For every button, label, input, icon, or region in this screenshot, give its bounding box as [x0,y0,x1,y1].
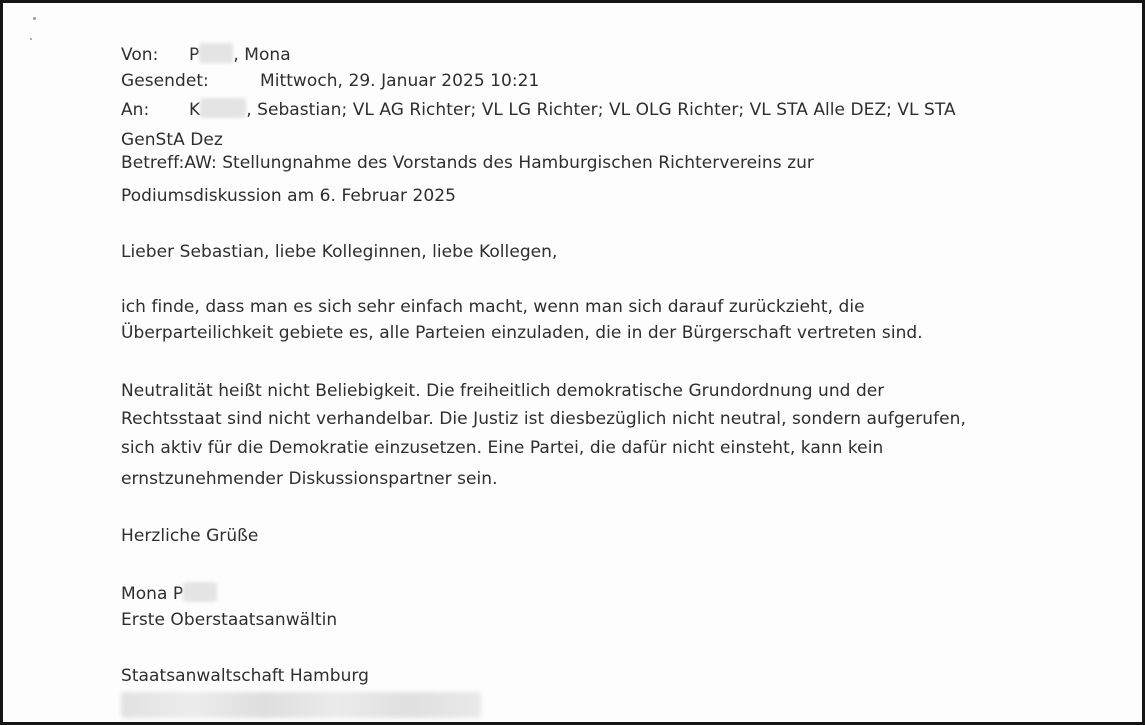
greeting: Lieber Sebastian, liebe Kolleginnen, liebe Kollegen, [121,242,558,262]
scan-speck [30,38,32,40]
signature-name [121,582,217,605]
redaction-block [121,692,481,718]
sent-value: Mittwoch, 29. Januar 2025 10:21 [260,71,540,91]
to-line [121,98,956,121]
redaction-block [183,582,217,602]
redaction-block [199,43,233,63]
to-recipients: , Sebastian; VL AG Richter; VL LG Richter; VL OLG Richter; VL STA Alle DEZ; VL STA [246,100,956,120]
closing: Herzliche Grüße [121,526,259,546]
paragraph-2-line-3: sich aktiv für die Demokratie einzusetzen. Eine Partei, die dafür nicht einsteht, kann kein [121,438,884,458]
to-continuation: GenStA Dez [121,130,223,150]
from-rest: , Mona [233,45,291,65]
paragraph-2-line-2: Rechtsstaat sind nicht verhandelbar. Die Justiz ist diesbezüglich nicht neutral, sondern aufgerufen, [121,409,966,429]
to-initial: K [189,100,201,120]
subject-line [121,152,814,174]
signature-organization: Staatsanwaltschaft Hamburg [121,666,369,686]
subject-text: AW: Stellungnahme des Vorstands des Hamburgischen Richtervereins zur [184,153,814,173]
paragraph-1-line-1: ich finde, dass man es sich sehr einfach macht, wenn man sich darauf zurückzieht, die [121,297,865,317]
paragraph-1-line-2: Überparteilichkeit gebiete es, alle Parteien einzuladen, die in der Bürgerschaft vertreten sind. [121,323,923,343]
subject-label: Betreff: [121,153,185,173]
scan-speck [33,17,36,20]
sent-line [121,70,539,92]
sent-label: Gesendet: [121,71,209,91]
paragraph-2-line-4: ernstzunehmender Diskussionspartner sein. [121,469,498,489]
signature-title: Erste Oberstaatsanwältin [121,610,338,630]
paragraph-2-line-1: Neutralität heißt nicht Beliebigkeit. Die freiheitlich demokratische Grundordnung und der [121,381,885,401]
to-label: An: [121,100,150,120]
from-initial: P [189,45,200,65]
from-line [121,43,291,66]
subject-continuation: Podiumsdiskussion am 6. Februar 2025 [121,186,456,206]
redaction-block [200,98,246,118]
signature-name-text: Mona P [121,584,184,604]
from-label: Von: [121,45,159,65]
